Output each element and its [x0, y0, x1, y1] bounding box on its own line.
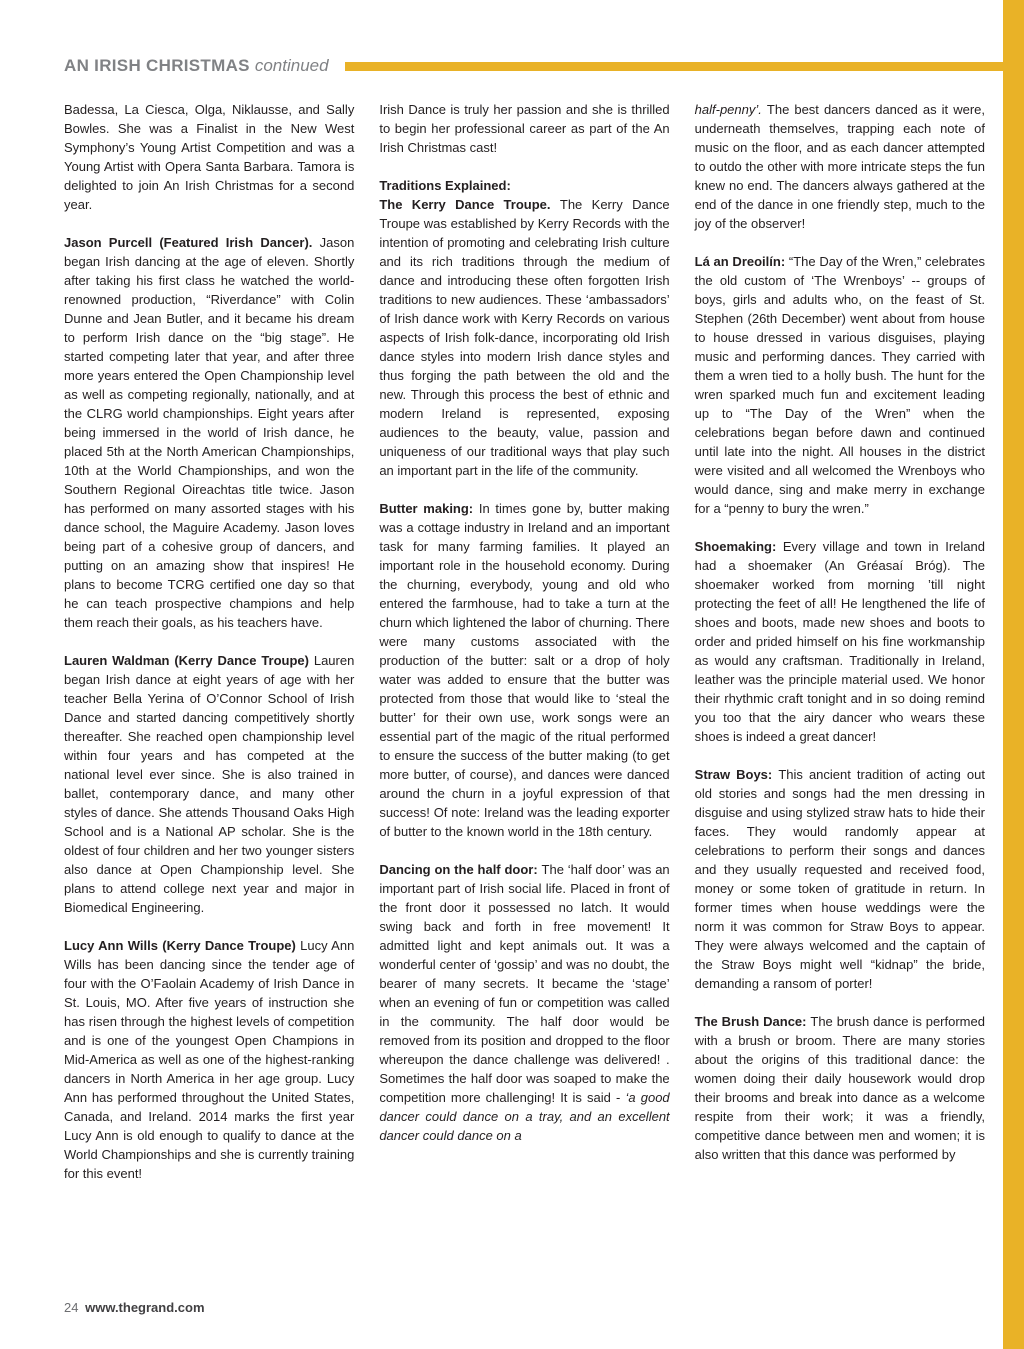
body-text: Every village and town in Ireland had a shoemaker (An Gréasaí Bróg). The shoemaker worked from morning ’till night protecting the feet of all! He lengthened the life of shoes and boots, made new shoes and boots to order and prided himself on his fine workmanship as would any craftsman. Traditionally in Ireland, leather was the principle material used. We honor their rhythmic craft tonight and in so doing remind you too that the airy dancer who wears these shoes is indeed a great dancer! [694, 539, 985, 744]
body-text: Badessa, La Ciesca, Olga, Niklausse, and Sally Bowles. She was a Finalist in the New West Symphony’s Young Artist Competition and was a Young Artist with Opera Santa Barbara. Tamora is delighted to join An Irish Christmas for a second year. [64, 102, 355, 212]
body-text: The best dancers danced as it were, underneath themselves, trapping each note of music on the floor, and as each dancer attempted to outdo the other with more intricate steps the fun knew no end. The dancers always gathered at the end of the dance in one friendly step, much to the joy of the observer! [694, 102, 985, 231]
bold-text: The Kerry Dance Troupe. [379, 197, 560, 212]
bold-text: Lucy Ann Wills (Kerry Dance Troupe) [64, 938, 301, 953]
paragraph [64, 936, 354, 1183]
page-number: 24 [64, 1300, 79, 1315]
text-column-2 [379, 100, 669, 1183]
bold-text: The Brush Dance: [694, 1014, 811, 1029]
paragraph [695, 252, 985, 518]
article-columns [64, 100, 985, 1183]
body-text: The Kerry Dance Troupe was established by Kerry Records with the intention of promoting and celebrating Irish culture and its rich traditions through the medium of dance and introducing these often forgotten Irish traditions to new audiences. These ‘ambassadors’ of Irish dance work with Kerry Records on various aspects of Irish folk-dance, incorporating old Irish dance styles into modern Irish dance styles and thus forging the path between the old and the new. Through this process the best of ethnic and modern Ireland is represented, exposing audiences to the beauty, value, passion and uniqueness of our traditional ways that play such an important part in the life of the community. [379, 197, 670, 478]
bold-text: Butter making: [379, 501, 479, 516]
paragraph [64, 100, 354, 214]
text-column-3 [695, 100, 985, 1183]
paragraph [379, 176, 669, 480]
body-text: The ‘half door’ was an important part of Irish social life. Placed in front of the front door it possessed no latch. It would swing back and forth in free movement! It admitted light and kept animals out. It was a wonderful center of ‘gossip’ and was no doubt, the bearer of many secrets. It became the ‘stage’ when an evening of fun or competition was called in the community. The half door would be removed from its position and dropped to the floor whereupon the dance challenge was delivered! . Sometimes the half door was soaped to make the competition more challenging! It is said - [379, 862, 670, 1105]
paragraph [695, 537, 985, 746]
bold-text: Lauren Waldman (Kerry Dance Troupe) [64, 653, 314, 668]
body-text: Jason began Irish dancing at the age of eleven. Shortly after taking his first class he watched the world-renowned production, “Riverdance” with Colin Dunne and Jean Butler, and it became his dream to perform Irish dance on the “big stage”. He started competing later that year, and after three more years entered the Open Championship level as well as competing regionally, nationally, and at the CLRG world championships. Eight years after being immersed in the world of Irish dance, he placed 5th at the North American Championships, 10th at the World Championships, and won the Southern Regional Oireachtas title twice. Jason has performed on many assorted stages with his dance school, the Maguire Academy. Jason loves being part of a cohesive group of dancers, and putting on an amazing show that inspires! He plans to become TCRG certified one day so that he can teach prospective champions and help them reach their goals, as his teachers have. [64, 235, 355, 630]
website-url: www.thegrand.com [85, 1300, 205, 1315]
paragraph [64, 233, 354, 632]
page-content [64, 56, 985, 1183]
text-column-1 [64, 100, 354, 1183]
page-title-text: AN IRISH CHRISTMAS [64, 56, 250, 75]
body-text: Irish Dance is truly her passion and she is thrilled to begin her professional career as part of the An Irish Christmas cast! [379, 102, 670, 155]
bold-text: Jason Purcell (Featured Irish Dancer). [64, 235, 320, 250]
page-footer [64, 1300, 205, 1315]
paragraph [64, 651, 354, 917]
italic-text: ‘a good dancer could dance on a tray, and an excellent dancer could dance on a [379, 1090, 670, 1143]
body-text: Lauren began Irish dance at eight years of age with her teacher Bella Yerina of O’Connor School of Irish Dance and started dancing competitively shortly thereafter. She reached open championship level within four years and has competed at the national level ever since. She is also trained in ballet, contemporary dance, and many other styles of dance. She attends Thousand Oaks High School and is a National AP scholar. She is the oldest of four children and her two younger sisters also dance at Open Championship level. She plans to attend college next year and major in Biomedical Engineering. [64, 653, 355, 915]
page-title-continued-label: continued [254, 56, 329, 75]
page-header [64, 56, 985, 76]
paragraph [379, 860, 669, 1145]
page-edge-accent-strip [1003, 0, 1024, 1349]
paragraph [695, 765, 985, 993]
paragraph [379, 499, 669, 841]
bold-text: Straw Boys: [694, 767, 779, 782]
header-rule [345, 62, 1004, 71]
bold-text: Traditions Explained: [379, 178, 511, 193]
bold-text: Shoemaking: [694, 539, 783, 554]
paragraph [695, 100, 985, 233]
body-text: “The Day of the Wren,” celebrates the old custom of ‘The Wrenboys’ -- groups of boys, girls and adults who, on the feast of St. Stephen (26th December) went about from house to house dressed in various disguises, playing music and performing dances. They carried with them a wren tied to a holly bush. The hunt for the wren sparked much fun and excitement leading up to “The Day of the Wren” when the celebrations began before dawn and continued until late into the night. All houses in the district were visited and all welcomed the Wrenboys who would dance, sing and make merry in exchange for a “penny to bury the wren.” [694, 254, 985, 516]
paragraph [695, 1012, 985, 1164]
body-text: In times gone by, butter making was a cottage industry in Ireland and an important task for many farming families. It played an important role in the household economy. During the churning, everybody, young and old who entered the farmhouse, had to take a turn at the churn which lightened the labor of churning. There were many customs associated with the production of the butter: salt or a drop of holy water was added to ensure that the butter was protected from those that would like to ‘steal the butter’ for their own use, work songs were an essential part of the magic of the ritual performed to ensure the success of the butter making (to get more butter, of course), and dances were danced around the churn in a joyful expression of that success! Of note: Ireland was the leading exporter of butter to the known world in the 18th century. [379, 501, 670, 839]
bold-text: Dancing on the half door: [379, 862, 542, 877]
body-text: This ancient tradition of acting out old stories and songs had the men dressing in disguise and using stylized straw hats to hide their faces. They would randomly appear at celebrations to perform their songs and dances and they usually requested and received food, money or some token of gratitude in return. In former times when house weddings were the norm it was common for Straw Boys to appear. They were always welcomed and the captain of the Straw Boys might well “kidnap” the bride, demanding a ransom of porter! [694, 767, 985, 991]
page-title [64, 56, 329, 76]
body-text: The brush dance is performed with a brush or broom. There are many stories about the origins of this traditional dance: the women doing their daily housework would drop their brooms and break into dance as a welcome respite from their work; it was a friendly, competitive dance between men and women; it is also written that this dance was performed by [694, 1014, 985, 1162]
italic-text: half-penny’. [694, 102, 767, 117]
body-text: Lucy Ann Wills has been dancing since the tender age of four with the O’Faolain Academy of Irish Dance in St. Louis, MO. After five years of instruction she has risen through the highest levels of competition and is one of the youngest Open Champions in Mid-America as well as one of the highest-ranking dancers in North America in her age group. Lucy Ann has performed throughout the United States, Canada, and Ireland. 2014 marks the first year Lucy Ann is old enough to qualify to dance at the World Championships and she is currently training for this event! [64, 938, 355, 1181]
paragraph [379, 100, 669, 157]
bold-text: Lá an Dreoilín: [694, 254, 789, 269]
